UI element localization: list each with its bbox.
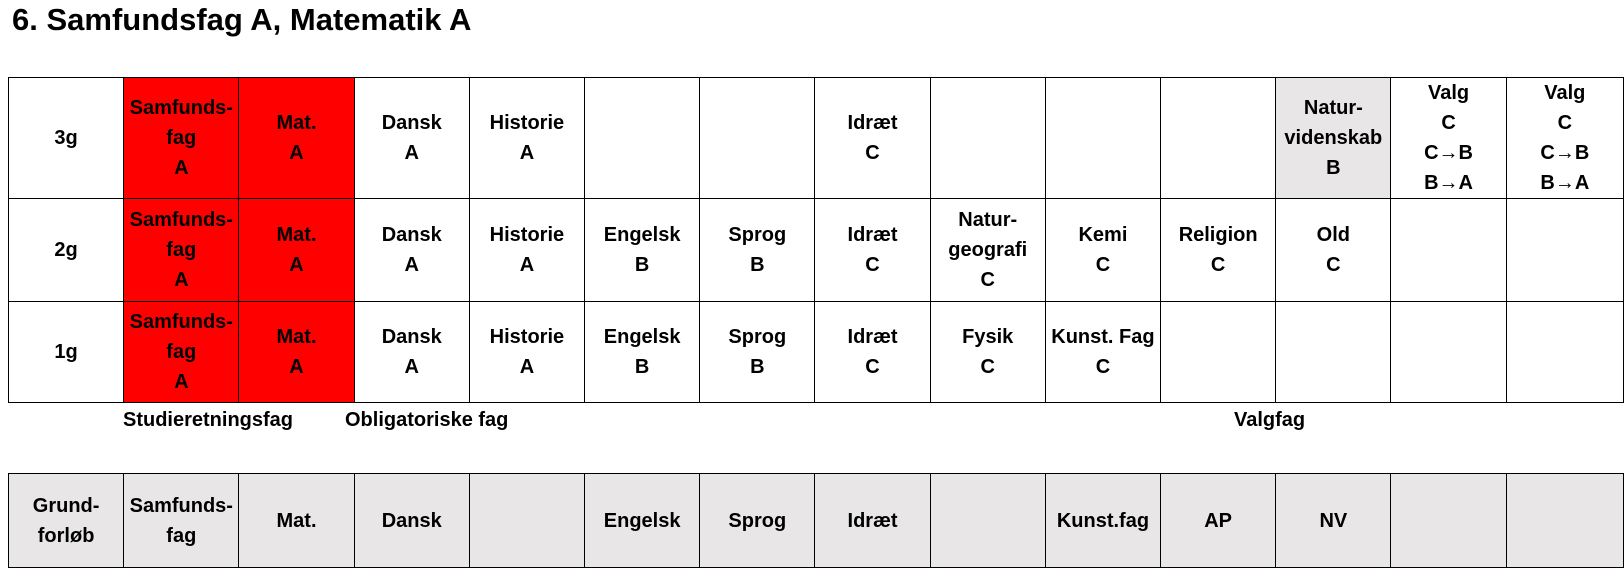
subject-cell [1045,474,1160,568]
subject-cell [585,199,700,302]
cell-text: Historie A [489,224,565,276]
subject-schedule-table [8,77,1624,403]
subject-cell [1276,302,1391,403]
subject-cell [585,474,700,568]
subject-cell [1391,78,1506,199]
subject-cell [1391,302,1506,403]
cell-text: Dansk A [381,326,442,378]
subject-cell [124,302,239,403]
cell-text: Engelsk B [603,224,681,276]
cell-text: Kunst.fag [1056,509,1150,532]
subject-cell [1276,78,1391,199]
cell-text: Mat. A [276,224,317,276]
cell-text: Mat. [276,509,317,532]
subject-cell [239,199,354,302]
cell-text: Idræt C [847,224,898,276]
valgfag-label: Valgfag [1234,409,1306,431]
subject-cell [1161,474,1276,568]
subject-cell [469,199,584,302]
subject-cell [124,474,239,568]
subject-cell [815,78,930,199]
subject-cell [1161,199,1276,302]
cell-text: Engelsk [603,509,681,532]
cell-text: 1g [54,341,78,363]
subject-cell [1161,78,1276,199]
cell-text: Kemi C [1078,224,1128,276]
subject-cell [354,78,469,199]
subject-cell [815,474,930,568]
cell-text: Samfunds- fag A [129,97,233,179]
cell-text: AP [1204,509,1233,532]
subject-cell [700,474,815,568]
cell-text: Old C [1316,224,1350,276]
obligatoriske-fag-label: Obligatoriske fag [345,409,509,431]
cell-text: Historie A [489,112,565,164]
cell-text: Dansk A [381,224,442,276]
subject-cell [930,78,1045,199]
cell-text: Samfunds- fag [129,494,233,547]
cell-text: Sprog [728,509,787,532]
table-row [9,199,1624,302]
subject-cell [1161,302,1276,403]
cell-text: Natur- videnskab B [1284,97,1383,179]
cell-text: 2g [54,239,78,261]
cell-text: Sprog B [728,326,787,378]
subject-cell [1506,474,1623,568]
cell-text: Dansk [381,509,442,532]
cell-text: Kunst. Fag C [1051,326,1155,378]
subject-cell [1045,78,1160,199]
subject-cell [1276,474,1391,568]
subject-cell [469,302,584,403]
cell-text: Idræt C [847,112,898,164]
grundforloeb-label-cell [9,474,124,568]
subject-cell [1045,302,1160,403]
subject-cell [124,78,239,199]
table-row [9,302,1624,403]
cell-text: Engelsk B [603,326,681,378]
subject-cell [1391,199,1506,302]
year-label-cell [9,78,124,199]
studieretningsfag-label: Studieretningsfag [123,409,294,431]
table-row [9,474,1624,568]
cell-text: Valg C C→B B→A [1424,82,1473,194]
subject-cell [469,78,584,199]
cell-text: NV [1319,509,1348,532]
table-row [9,78,1624,199]
subject-cell [930,199,1045,302]
subject-cell [585,78,700,199]
subject-cell [815,199,930,302]
cell-text: Valg C C→B B→A [1540,82,1590,194]
subject-cell [1045,199,1160,302]
subject-cell [930,302,1045,403]
cell-text: Religion C [1178,224,1258,276]
subject-cell [239,78,354,199]
subject-cell [1506,78,1623,199]
cell-text: Dansk A [381,112,442,164]
cell-text: Idræt C [847,326,898,378]
subject-cell [700,302,815,403]
cell-text: 3g [54,127,78,149]
subject-cell [1391,474,1506,568]
subject-cell [354,474,469,568]
subject-cell [585,302,700,403]
subject-cell [930,474,1045,568]
cell-text: Natur- geografi C [948,209,1028,291]
year-label-cell [9,199,124,302]
subject-cell [1506,199,1623,302]
cell-text: Fysik C [962,326,1014,378]
subject-cell [700,199,815,302]
subject-cell [815,302,930,403]
subject-cell [469,474,584,568]
page-title: 6. Samfundsfag A, Matematik A [12,2,472,37]
cell-text: Samfunds- fag A [129,209,233,291]
subject-cell [239,302,354,403]
cell-text: Historie A [489,326,565,378]
subject-cell [354,302,469,403]
cell-text: Mat. A [276,326,317,378]
subject-cell [1276,199,1391,302]
cell-text: Grund- forløb [32,494,100,547]
cell-text: Samfunds- fag A [129,311,233,393]
grundforloeb-table [8,473,1624,568]
subject-cell [700,78,815,199]
subject-cell [124,199,239,302]
cell-text: Idræt [847,509,898,532]
subject-cell [354,199,469,302]
year-label-cell [9,302,124,403]
cell-text: Mat. A [276,112,317,164]
cell-text: Sprog B [728,224,787,276]
subject-cell [1506,302,1623,403]
subject-cell [239,474,354,568]
